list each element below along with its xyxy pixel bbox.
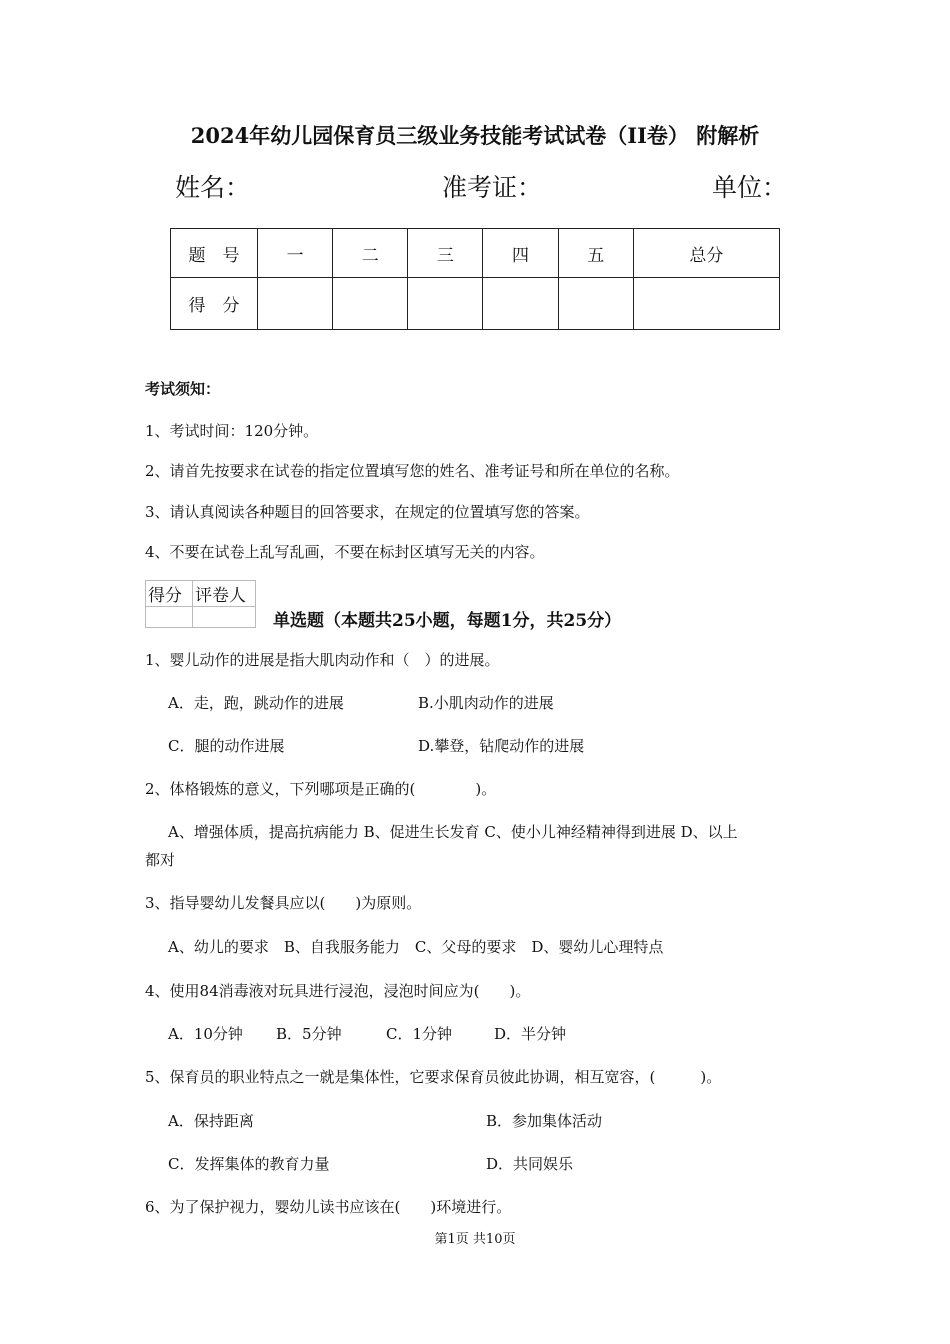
grader-box [145, 580, 256, 628]
notice-item: 3、请认真阅读各种题目的回答要求，在规定的位置填写您的答案。 [145, 503, 590, 521]
question-stem: 6、为了保护视力，婴幼儿读书应该在( )环境进行。 [145, 1198, 512, 1216]
option-a: A．10分钟 [168, 1025, 243, 1043]
grader-name-label: 评卷人 [193, 581, 256, 607]
notice-item: 4、不要在试卷上乱写乱画，不要在标封区填写无关的内容。 [145, 543, 545, 561]
score-cell [408, 278, 483, 330]
notice-heading: 考试须知： [145, 380, 221, 398]
name-label: 姓名： [175, 173, 251, 202]
score-table-header-row [171, 229, 780, 278]
score-header-cell: 题 号 [171, 229, 258, 278]
question-stem: 2、体格锻炼的意义，下列哪项是正确的( )。 [145, 780, 497, 798]
score-table [170, 228, 780, 330]
page-footer: 第1页 共10页 [434, 1232, 516, 1247]
score-row-label: 得 分 [171, 278, 258, 330]
notice-item: 2、请首先按要求在试卷的指定位置填写您的姓名、准考证号和所在单位的名称。 [145, 462, 680, 480]
option-d: D．共同娱乐 [486, 1155, 574, 1173]
score-table-score-row [171, 278, 780, 330]
score-header-cell: 总分 [633, 229, 779, 278]
option-c: C．发挥集体的教育力量 [168, 1155, 330, 1173]
score-cell [483, 278, 558, 330]
option-d: D．半分钟 [494, 1025, 567, 1043]
question-stem: 1、婴儿动作的进展是指大肌肉动作和（ ）的进展。 [145, 651, 500, 669]
section-title: 单选题（本题共25小题，每题1分，共25分） [273, 611, 622, 631]
option-d: D.攀登，钻爬动作的进展 [418, 737, 585, 755]
notice-item: 1、考试时间：120分钟。 [145, 422, 319, 440]
exam-id-label: 准考证： [442, 173, 543, 202]
option-a: A．走，跑，跳动作的进展 [168, 694, 344, 712]
question-options-continued: 都对 [145, 851, 176, 869]
unit-label: 单位： [712, 173, 788, 202]
grader-score-cell [146, 607, 193, 628]
option-a: A．保持距离 [168, 1112, 254, 1130]
question-stem: 3、指导婴幼儿发餐具应以( )为原则。 [145, 894, 422, 912]
score-cell [333, 278, 408, 330]
score-header-cell: 二 [333, 229, 408, 278]
score-cell [558, 278, 633, 330]
option-b: B.小肌肉动作的进展 [418, 694, 554, 712]
score-cell [258, 278, 333, 330]
grader-name-cell [193, 607, 256, 628]
question-stem: 5、保育员的职业特点之一就是集体性，它要求保育员彼此协调，相互宽容，( )。 [145, 1068, 722, 1086]
page-title: 2024年幼儿园保育员三级业务技能考试试卷（II卷） 附解析 [190, 123, 760, 148]
score-header-cell: 一 [258, 229, 333, 278]
score-header-cell: 三 [408, 229, 483, 278]
score-header-cell: 五 [558, 229, 633, 278]
score-header-cell: 四 [483, 229, 558, 278]
option-c: C．1分钟 [386, 1025, 453, 1043]
option-b: B．参加集体活动 [486, 1112, 603, 1130]
question-options: A、幼儿的要求 B、自我服务能力 C、父母的要求 D、婴幼儿心理特点 [168, 938, 664, 956]
grader-score-label: 得分 [146, 581, 193, 607]
question-stem: 4、使用84消毒液对玩具进行浸泡，浸泡时间应为( )。 [145, 982, 531, 1000]
option-b: B．5分钟 [276, 1025, 342, 1043]
question-options: A、增强体质，提高抗病能力 B、促进生长发育 C、使小儿神经精神得到进展 D、以上 [168, 823, 738, 841]
option-c: C．腿的动作进展 [168, 737, 285, 755]
score-cell [633, 278, 779, 330]
